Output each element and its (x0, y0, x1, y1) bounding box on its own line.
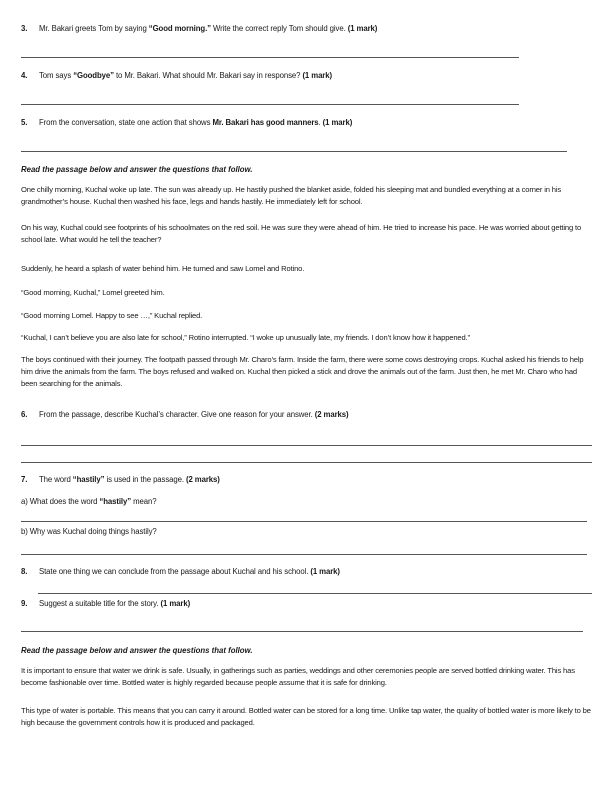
question-7b: b) Why was Kuchal doing things hastily? (21, 527, 157, 536)
question-7a: a) What does the word “hastily” mean? (21, 497, 157, 506)
question-number: 6. (21, 410, 28, 419)
question-number: 9. (21, 599, 28, 608)
answer-line[interactable] (21, 631, 583, 632)
passage-paragraph: On his way, Kuchal could see footprints of his schoolmates on the red soil. He was sure they were ahead of him. He tried to increase his pace. He was worried about getting to school late. What would he tell the teacher? (21, 223, 582, 244)
answer-line[interactable] (21, 445, 592, 446)
question-6: 6. From the passage, describe Kuchal’s character. Give one reason for your answer. (2 marks) (21, 410, 349, 419)
question-3: 3. Mr. Bakari greets Tom by saying “Good morning.” Write the correct reply Tom should give. (1 mark) (21, 24, 378, 33)
marks-label: (1 mark) (160, 599, 191, 608)
passage-paragraph: Suddenly, he heard a splash of water behind him. He turned and saw Lomel and Rotino. (21, 264, 305, 273)
passage-paragraph: “Good morning Lomel. Happy to see …,” Kuchal replied. (21, 311, 203, 320)
marks-label: (1 mark) (322, 118, 353, 127)
answer-line[interactable] (21, 554, 587, 555)
answer-line[interactable] (38, 593, 592, 594)
passage-paragraph: The boys continued with their journey. The footpath passed through Mr. Charo’s farm. Inside the farm, there were some cows destroying crops. Kuchal asked his friends to help him drive the animals from the farm. The boys refused and walked on. Kuchal then picked a stick and drove the animals out of the farm. Just then, he met Mr. Charo who had been searching for the animals. (21, 355, 584, 388)
passage-heading: Read the passage below and answer the questions that follow. (21, 165, 253, 174)
passage-heading: Read the passage below and answer the questions that follow. (21, 646, 253, 655)
answer-line[interactable] (21, 57, 519, 58)
passage-paragraph: It is important to ensure that water we drink is safe. Usually, in gatherings such as parties, weddings and other ceremonies people are served bottled drinking water. This has become fashionable over time. Bottled water is highly regarded because people assume that it is safe for drinking. (21, 666, 575, 687)
question-number: 5. (21, 118, 28, 127)
question-5: 5. From the conversation, state one action that shows Mr. Bakari has good manners. (1 mark) (21, 118, 353, 127)
answer-line[interactable] (21, 462, 592, 463)
passage-paragraph: “Good morning, Kuchal,” Lomel greeted him. (21, 288, 165, 297)
question-8: 8. State one thing we can conclude from the passage about Kuchal and his school. (1 mark) (21, 567, 340, 576)
question-number: 3. (21, 24, 28, 33)
passage-paragraph: “Kuchal, I can’t believe you are also late for school,” Rotino interrupted. “I woke up unusually late, my friends. I don’t know how it happened.” (21, 333, 470, 342)
question-9: 9. Suggest a suitable title for the story. (1 mark) (21, 599, 191, 608)
answer-line[interactable] (21, 521, 587, 522)
answer-line[interactable] (21, 151, 567, 152)
question-number: 7. (21, 475, 28, 484)
passage-paragraph: One chilly morning, Kuchal woke up late. The sun was already up. He hastily pushed the blanket aside, folded his sleeping mat and bundled everything at a corner in his grandmother’s house. Kuchal then washed his face, legs and hands hastily. He immediately left for school. (21, 185, 562, 206)
question-number: 8. (21, 567, 28, 576)
marks-label: (1 mark) (347, 24, 378, 33)
marks-label: (1 mark) (310, 567, 340, 576)
question-7: 7. The word “hastily” is used in the passage. (2 marks) (21, 475, 220, 484)
marks-label: (2 marks) (314, 410, 349, 419)
passage-paragraph: This type of water is portable. This means that you can carry it around. Bottled water can be stored for a long time. Unlike tap water, the quality of bottled water is more likely to be high because the government controls how it is produced and packaged. (21, 706, 591, 727)
marks-label: (2 marks) (185, 475, 220, 484)
answer-line[interactable] (21, 104, 519, 105)
question-4: 4. Tom says “Goodbye” to Mr. Bakari. What should Mr. Bakari say in response? (1 mark) (21, 71, 332, 80)
question-number: 4. (21, 71, 28, 80)
marks-label: (1 mark) (302, 71, 332, 80)
